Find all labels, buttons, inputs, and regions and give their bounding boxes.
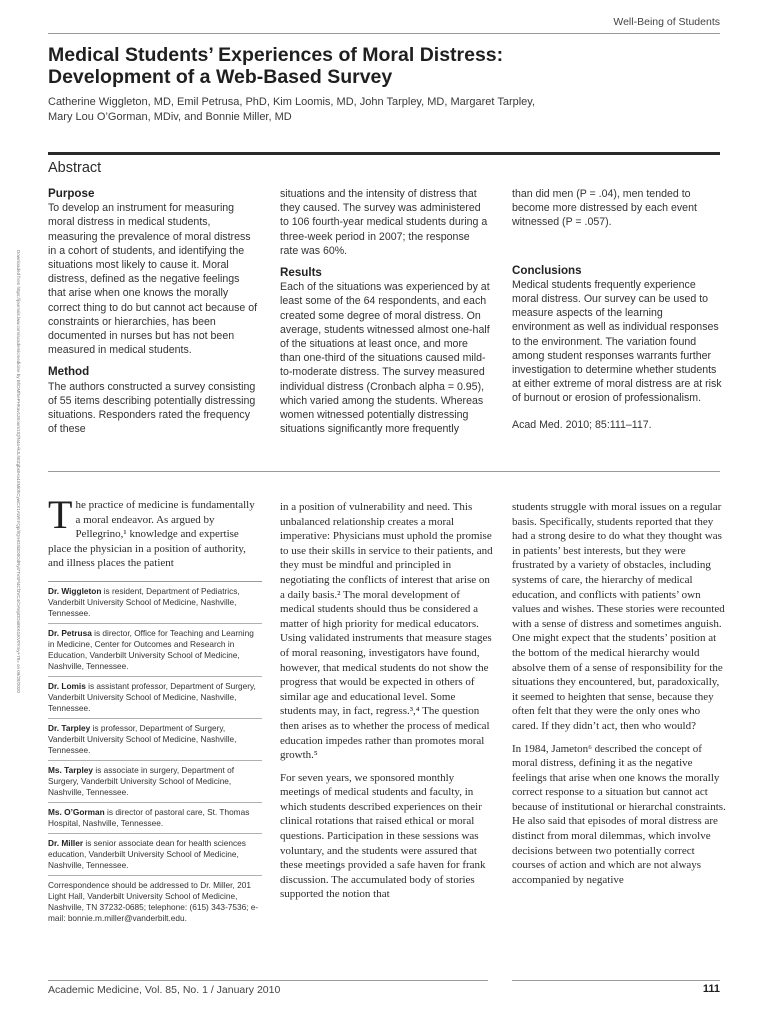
method-text-continued: situations and the intensity of distress that they caused. The survey was administered to 106 fourth-year medical students during a three-week period in 2007; the response rate was 60%. <box>280 188 488 257</box>
drop-cap: T <box>48 492 73 537</box>
affiliation-divider <box>48 802 262 803</box>
abstract-column-1 <box>48 187 258 436</box>
running-head: Well-Being of Students <box>613 16 720 28</box>
affiliation-text: is associate in surgery, Department of Surgery, Vanderbilt University School of Medicine, Nashville, Tennessee. <box>48 764 235 797</box>
results-heading: Results <box>280 266 322 280</box>
body-paragraph: For seven years, we sponsored monthly meetings of medical students and faculty, in which students described experiences on their clinical rotations that raised ethical or moral questions. Participation in these sessions was voluntary, and the students were assured that these meetings provided a safe haven for frank discussion. The accumulated body of stories supported the notion that <box>280 771 486 901</box>
purpose-heading: Purpose <box>48 187 95 200</box>
affiliation-text: is resident, Department of Pediatrics, Vanderbilt University School of Medicine, Nashville, Tennessee. <box>48 585 240 618</box>
affiliation-name: Dr. Wiggleton <box>48 585 102 596</box>
results-text: Each of the situations was experienced by at least some of the 64 respondents, and each created some degree of moral distress. On average, students witnessed almost one-half of the situations at least once, and more than one-third of the situations caused mild-to-moderate distress. The survey measured individual distress (Cronbach alpha = 0.95), which varied among the students. Whereas women witnessed potentially distressing situations significantly more frequently <box>280 281 490 436</box>
author-affiliations <box>48 586 262 924</box>
affiliations-divider <box>48 581 262 582</box>
affiliation-text: is director, Office for Teaching and Learning in Medicine, Center for Outcomes and Research in Education, Vanderbilt University School of Medicine, Nashville, Tennessee. <box>48 627 254 671</box>
affiliation-note <box>48 765 262 798</box>
body-column-1 <box>48 492 262 924</box>
affiliation-text: is professor, Department of Surgery, Vanderbilt University School of Medicine, Nashville, Tennessee. <box>48 722 237 755</box>
method-text: The authors constructed a survey consisting of 55 items describing potentially distressing situations. Responders rated the frequency of these <box>48 380 256 436</box>
footer-divider-right <box>512 980 720 981</box>
footer-divider <box>48 980 488 981</box>
abstract-column-2 <box>280 187 490 436</box>
header-divider <box>48 33 720 34</box>
body-paragraph: students struggle with moral issues on a regular basis. Specifically, students reported that they had a strong desire to do what they thought was in patients’ best interests, but they were frustrated by a variety of obstacles, including systems of care, the hierarchy of medical education, and conflicts with patients’ own values and wishes. These stories were recounted with a sense of distress and sometimes anguish. One might expect that the students’ position at the bottom of the medical hierarchy would absolve them of a sense of responsibility for the situations they encountered, but, paradoxically, it seemed to heighten that sense, because they often felt that they were the only ones who cared. If they didn’t act, then who would? <box>512 501 725 732</box>
affiliation-note <box>48 681 262 714</box>
page-number: 111 <box>702 983 720 995</box>
download-watermark: Downloaded from https://journals.lww.com/academicmedicine by BhDMf5ePHKav1zEoum1tQfN4a+kJLhEZgbsIHo4XMi0hCywCX1AWnYQp/IlQrHD3i3D0OdRyi7TvSFl4Cf3VC4/OAVpDDa8KKGKV0Ymy+78= on 09/28/2020 <box>16 250 21 693</box>
affiliation-divider <box>48 623 262 624</box>
body-paragraph: in a position of vulnerability and need. This unbalanced relationship creates a moral imperative: Physicians must uphold the promise to use their skills in service to their patients, and they must be mindful and principled in negotiating the conflicts of interest that arise on a daily basis.² The moral development of medical students should thus be considered a matter of high priority for medical educators. Using validated instruments that measure stages of moral reasoning, investigators have found, however, that medical students do not show the progress that would be expected in others of similar age and educational level. Some students may, in fact, regress.³,⁴ The question then arises as to whether the process of medical education impedes rather than promotes moral growth.⁵ <box>280 501 493 762</box>
affiliation-divider <box>48 676 262 677</box>
correspondence-note: Correspondence should be addressed to Dr. Miller, 201 Light Hall, Vanderbilt University School of Medicine, Nashville, TN 37232-0685; telephone: (615) 343-7536; e-mail: bonnie.m.miller@vanderbilt.edu. <box>48 879 259 923</box>
conclusions-heading: Conclusions <box>512 263 582 277</box>
method-heading: Method <box>48 365 90 379</box>
conclusions-text: Medical students frequently experience moral distress. Our survey can be used to measure aspects of the learning environment as well as individual responses to the environment. The variation found among student responses warrants further investigation to determine whether students at either extreme of moral distress are at risk of burnout or erosion of professionalism. <box>512 278 722 405</box>
affiliation-name: Ms. O’Gorman <box>48 806 105 817</box>
author-list: Catherine Wiggleton, MD, Emil Petrusa, PhD, Kim Loomis, MD, John Tarpley, MD, Margaret Tarpley, Mary Lou O’Gorman, MDiv, and Bonnie Miller, MD <box>48 96 536 123</box>
affiliation-divider <box>48 760 262 761</box>
affiliation-name: Ms. Tarpley <box>48 764 94 775</box>
purpose-text: To develop an instrument for measuring moral distress in medical students, measuring the prevalence of moral distress in a cohort of students, and identifying the situations most likely to cause it. Moral distress, defined as the negative feelings that arise when one knows the morally correct thing to do but cannot act because of constraints or hierarchies, has been documented in nurses but has not been measured in medical students. <box>48 202 258 357</box>
abstract-bottom-divider <box>48 471 720 472</box>
affiliation-note <box>48 628 262 672</box>
abstract-heading: Abstract <box>48 160 102 176</box>
article-title: Medical Students’ Experiences of Moral Distress: Development of a Web-Based Survey <box>48 44 504 88</box>
citation: Acad Med. 2010; 85:111–117. <box>512 418 652 431</box>
affiliation-text: is assistant professor, Department of Surgery, Vanderbilt University School of Medicine, Nashville, Tennessee. <box>48 680 256 713</box>
affiliation-note <box>48 586 262 619</box>
abstract-column-3 <box>512 187 722 432</box>
results-text-continued: than did men (P = .04), men tended to become more distressed by each event witnessed (P = .057). <box>512 188 697 229</box>
body-column-3 <box>512 500 726 887</box>
body-paragraph: In 1984, Jameton⁶ described the concept of moral distress, defining it as the negative feelings that arise when one knows the morally correct response to a situation but cannot act because of institutional or hierarchal constraints. He also said that episodes of moral distress are distinct from moral dilemmas, which involve decisions between two potentially correct courses of action and which are not always accompanied by negative <box>512 742 726 886</box>
affiliation-note <box>48 807 262 829</box>
affiliation-text: is director of pastoral care, St. Thomas Hospital, Nashville, Tennessee. <box>48 806 250 828</box>
journal-footer: Academic Medicine, Vol. 85, No. 1 / January 2010 <box>48 984 281 996</box>
affiliation-note <box>48 838 262 871</box>
body-column-2 <box>280 500 494 902</box>
affiliation-divider <box>48 718 262 719</box>
intro-text: he practice of medicine is fundamentally a moral endeavor. As argued by Pellegrino,¹ knowledge and expertise place the physician in a position of authority, and illness places the patient <box>48 499 255 570</box>
affiliation-name: Dr. Miller <box>48 837 84 848</box>
affiliation-note <box>48 723 262 756</box>
abstract-divider <box>48 152 720 155</box>
affiliation-name: Dr. Petrusa <box>48 627 92 638</box>
affiliation-text: is senior associate dean for health sciences education, Vanderbilt University School of Medicine, Nashville, Tennessee. <box>48 837 246 870</box>
intro-paragraph <box>48 492 262 571</box>
affiliation-divider <box>48 833 262 834</box>
affiliation-name: Dr. Tarpley <box>48 722 91 733</box>
affiliation-name: Dr. Lomis <box>48 680 86 691</box>
affiliation-divider <box>48 875 262 876</box>
